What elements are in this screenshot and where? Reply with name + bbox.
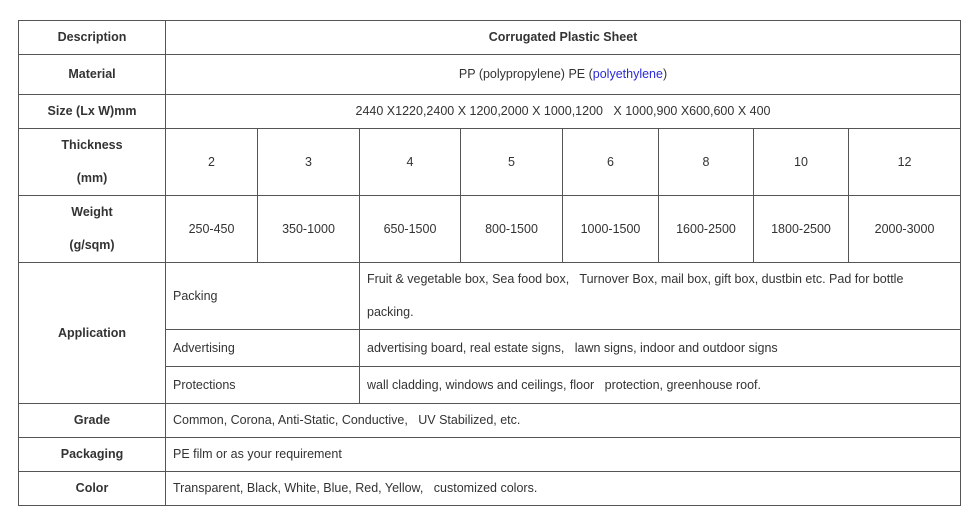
weight-label-line1: Weight bbox=[71, 205, 113, 219]
weight-label bbox=[19, 196, 166, 263]
thickness-cell: 5 bbox=[461, 129, 563, 196]
row-material bbox=[19, 55, 961, 95]
thickness-cell: 4 bbox=[360, 129, 461, 196]
description-value: Corrugated Plastic Sheet bbox=[166, 21, 961, 55]
row-thickness bbox=[19, 129, 961, 196]
weight-cell: 1000-1500 bbox=[563, 196, 659, 263]
grade-value: Common, Corona, Anti-Static, Conductive, UV Stabilized, etc. bbox=[166, 404, 961, 438]
row-size bbox=[19, 95, 961, 129]
description-label: Description bbox=[19, 21, 166, 55]
spec-table bbox=[18, 20, 961, 506]
application-item-name: Protections bbox=[166, 367, 360, 404]
application-item-detail: wall cladding, windows and ceilings, floor protection, greenhouse roof. bbox=[360, 367, 961, 404]
weight-cell: 1800-2500 bbox=[754, 196, 849, 263]
packing-detail-line2: packing. bbox=[367, 305, 414, 319]
grade-label: Grade bbox=[19, 404, 166, 438]
weight-cell: 2000-3000 bbox=[849, 196, 961, 263]
thickness-label-line2: (mm) bbox=[76, 171, 108, 185]
size-value: 2440 X1220,2400 X 1200,2000 X 1000,1200 X 1000,900 X600,600 X 400 bbox=[166, 95, 961, 129]
application-item-name: Packing bbox=[166, 263, 360, 330]
row-color bbox=[19, 472, 961, 506]
material-value-suffix: ) bbox=[662, 67, 668, 81]
size-label: Size (Lx W)mm bbox=[19, 95, 166, 129]
packaging-label: Packaging bbox=[19, 438, 166, 472]
row-application-packing bbox=[19, 263, 961, 330]
thickness-cell: 3 bbox=[258, 129, 360, 196]
weight-cell: 800-1500 bbox=[461, 196, 563, 263]
application-item-name: Advertising bbox=[166, 330, 360, 367]
polyethylene-link[interactable]: polyethylene bbox=[592, 67, 663, 81]
thickness-cell: 2 bbox=[166, 129, 258, 196]
thickness-label-line1: Thickness bbox=[61, 138, 123, 152]
color-value: Transparent, Black, White, Blue, Red, Yellow, customized colors. bbox=[166, 472, 961, 506]
material-value-prefix: PP (polypropylene) PE ( bbox=[458, 67, 593, 81]
application-item-detail: advertising board, real estate signs, lawn signs, indoor and outdoor signs bbox=[360, 330, 961, 367]
thickness-cell: 10 bbox=[754, 129, 849, 196]
color-label: Color bbox=[19, 472, 166, 506]
weight-cell: 350-1000 bbox=[258, 196, 360, 263]
row-packaging bbox=[19, 438, 961, 472]
weight-cell: 250-450 bbox=[166, 196, 258, 263]
thickness-cell: 12 bbox=[849, 129, 961, 196]
row-grade bbox=[19, 404, 961, 438]
weight-label-line2: (g/sqm) bbox=[69, 238, 115, 252]
thickness-cell: 6 bbox=[563, 129, 659, 196]
thickness-label bbox=[19, 129, 166, 196]
material-value bbox=[166, 55, 961, 95]
packaging-value: PE film or as your requirement bbox=[166, 438, 961, 472]
application-label: Application bbox=[19, 263, 166, 404]
weight-cell: 1600-2500 bbox=[659, 196, 754, 263]
thickness-cell: 8 bbox=[659, 129, 754, 196]
material-label: Material bbox=[19, 55, 166, 95]
application-item-detail bbox=[360, 263, 961, 330]
weight-cell: 650-1500 bbox=[360, 196, 461, 263]
packing-detail-line1: Fruit & vegetable box, Sea food box, Turnover Box, mail box, gift box, dustbin etc. Pad for bottle bbox=[367, 272, 904, 286]
row-description bbox=[19, 21, 961, 55]
row-weight bbox=[19, 196, 961, 263]
